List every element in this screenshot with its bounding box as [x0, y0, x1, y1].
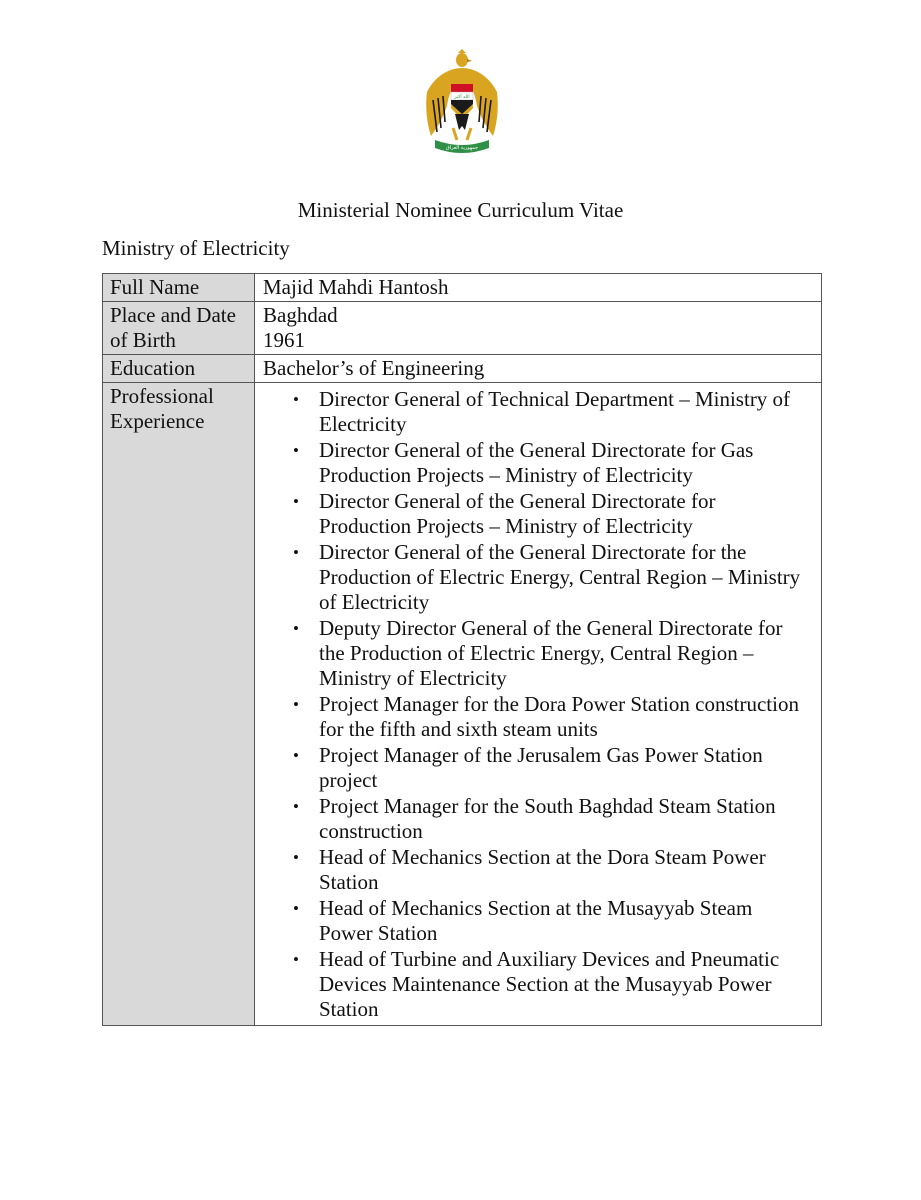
- label-experience-line2: Experience: [110, 409, 205, 433]
- value-place-date-birth: [255, 302, 822, 355]
- experience-item-text: Director General of Technical Department – Ministry of Electricity: [319, 387, 791, 436]
- experience-item: [293, 489, 811, 539]
- experience-item-text: Project Manager of the Jerusalem Gas Power Station project: [319, 743, 763, 792]
- row-full-name: [103, 274, 822, 302]
- bullet-icon: •: [293, 441, 299, 460]
- experience-item: [293, 616, 811, 691]
- document-title: Ministerial Nominee Curriculum Vitae: [297, 198, 624, 222]
- experience-item: [293, 947, 811, 1022]
- emblem-head: [456, 53, 468, 67]
- experience-item: [293, 896, 811, 946]
- experience-item-text: Director General of the General Directorate for Gas Production Projects – Ministry of Electricity: [319, 438, 754, 487]
- experience-item-text: Project Manager for the Dora Power Station construction for the fifth and sixth steam units: [319, 692, 799, 741]
- row-education: [103, 355, 822, 383]
- iraq-coat-of-arms-emblem: [423, 48, 501, 156]
- row-place-date-birth: [103, 302, 822, 355]
- label-place-date-birth-line1: Place and Date: [110, 303, 236, 327]
- label-experience-line1: Professional: [110, 384, 214, 408]
- label-professional-experience: [103, 383, 255, 1026]
- experience-item: [293, 540, 811, 615]
- label-place-date-birth-line2: of Birth: [110, 328, 176, 352]
- emblem-scroll-text: جمهورية العراق: [445, 145, 479, 151]
- ministry-heading: Ministry of Electricity: [102, 236, 290, 260]
- experience-item-text: Head of Mechanics Section at the Musayyab Steam Power Station: [319, 896, 753, 945]
- value-professional-experience: [255, 383, 822, 1026]
- bullet-icon: •: [293, 848, 299, 867]
- experience-item: [293, 743, 811, 793]
- bullet-icon: •: [293, 899, 299, 918]
- row-professional-experience: [103, 383, 822, 1026]
- bullet-icon: •: [293, 746, 299, 765]
- label-education: Education: [103, 355, 255, 383]
- bullet-icon: •: [293, 390, 299, 409]
- experience-item-text: Head of Turbine and Auxiliary Devices and Pneumatic Devices Maintenance Section at the Musayyab Power Station: [319, 947, 780, 1021]
- experience-item: [293, 438, 811, 488]
- experience-item: [293, 692, 811, 742]
- value-birth-place: Baghdad: [263, 303, 338, 327]
- bullet-icon: •: [293, 950, 299, 969]
- label-full-name: Full Name: [103, 274, 255, 302]
- value-full-name: Majid Mahdi Hantosh: [255, 274, 822, 302]
- bullet-icon: •: [293, 619, 299, 638]
- emblem-shield-text: الله أكبر: [454, 95, 470, 100]
- bullet-icon: •: [293, 797, 299, 816]
- bullet-icon: •: [293, 543, 299, 562]
- bullet-icon: •: [293, 695, 299, 714]
- experience-item: [293, 845, 811, 895]
- value-education: Bachelor’s of Engineering: [255, 355, 822, 383]
- experience-item-text: Deputy Director General of the General Directorate for the Production of Electric Energy, Central Region – Ministry of Electricity: [319, 616, 783, 690]
- experience-item-text: Director General of the General Directorate for the Production of Electric Energy, Central Region – Ministry of Electricity: [319, 540, 801, 614]
- experience-item: [293, 387, 811, 437]
- experience-item: [293, 794, 811, 844]
- experience-list: [263, 387, 815, 1022]
- cv-table: [102, 273, 822, 1026]
- bullet-icon: •: [293, 492, 299, 511]
- experience-item-text: Project Manager for the South Baghdad Steam Station construction: [319, 794, 776, 843]
- experience-item-text: Director General of the General Directorate for Production Projects – Ministry of Electricity: [319, 489, 716, 538]
- experience-item-text: Head of Mechanics Section at the Dora Steam Power Station: [319, 845, 766, 894]
- emblem-shield-red: [451, 84, 473, 92]
- value-birth-year: 1961: [263, 328, 305, 352]
- label-place-date-birth: [103, 302, 255, 355]
